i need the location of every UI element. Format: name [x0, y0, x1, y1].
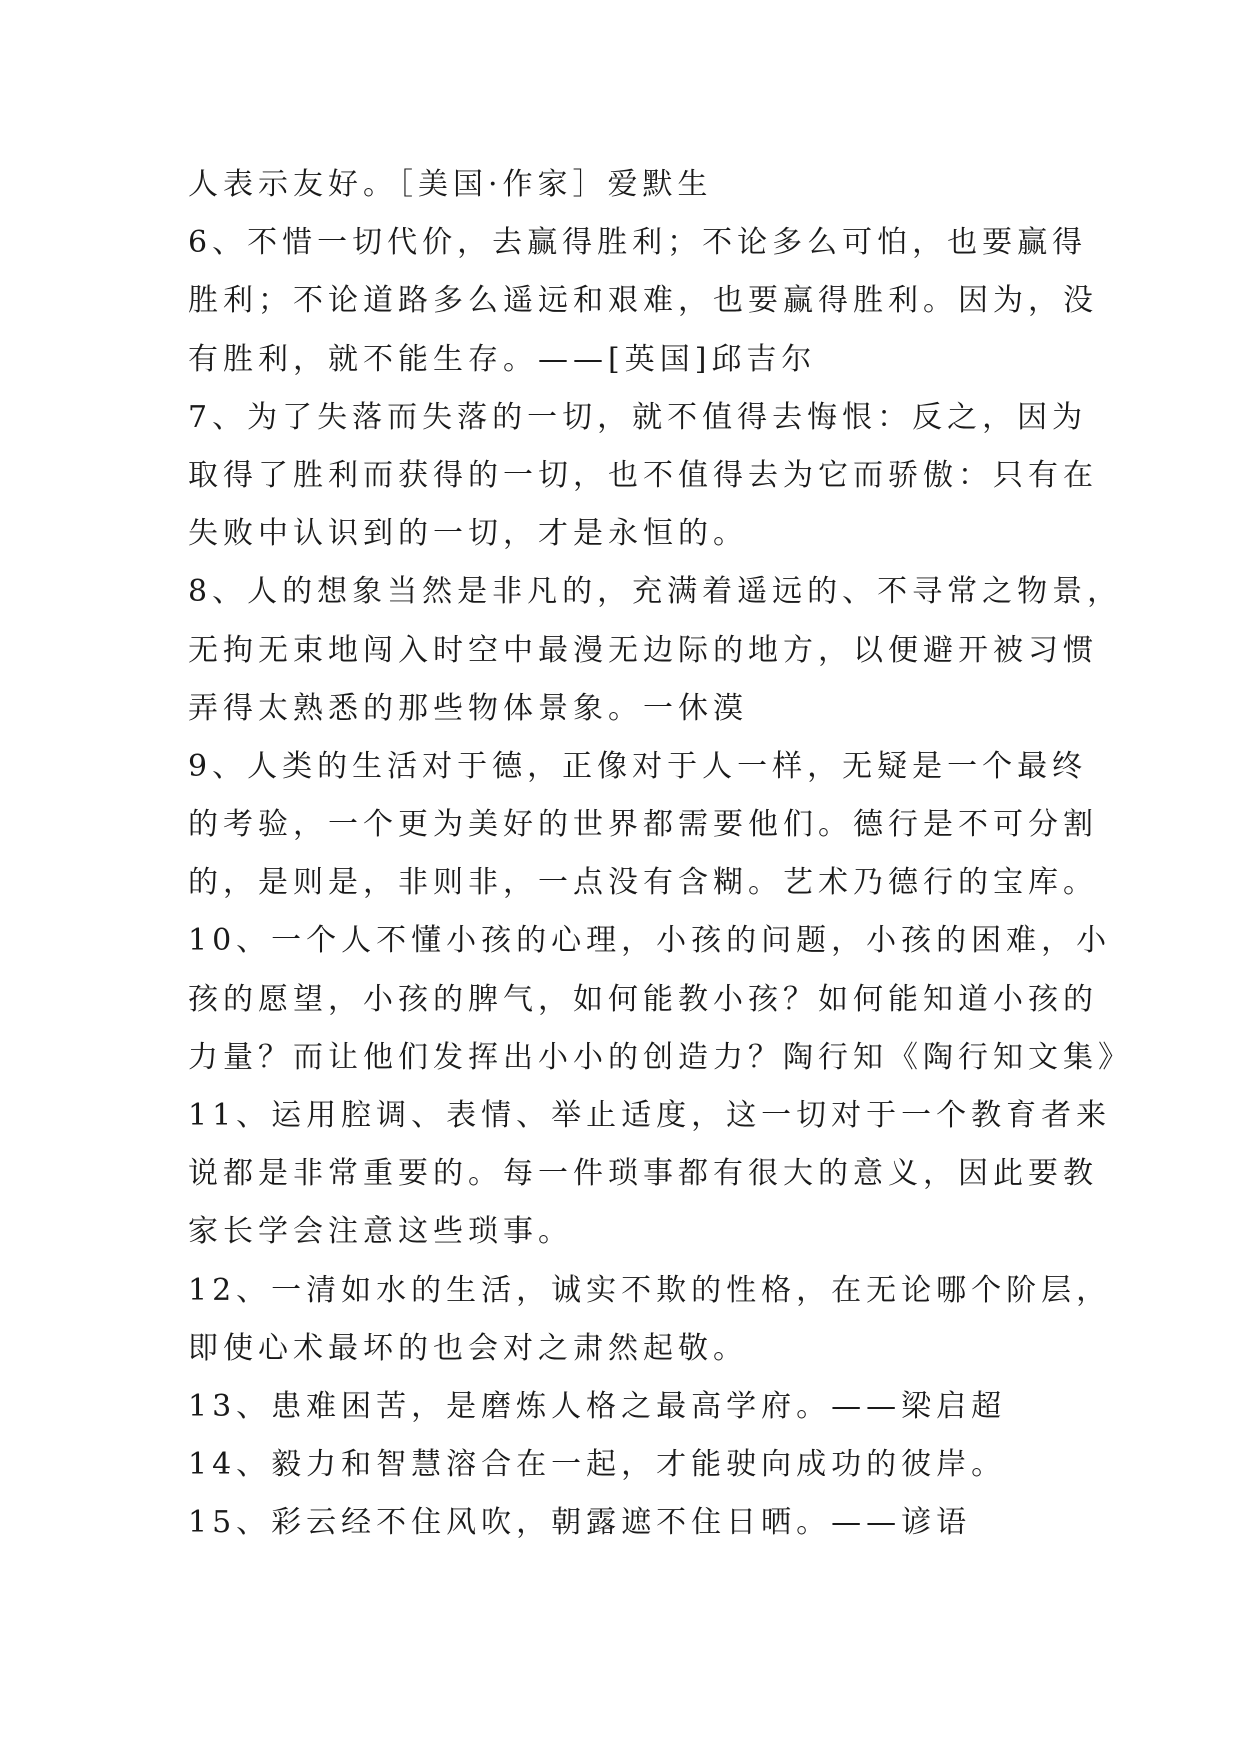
text-line: 15、彩云经不住风吹，朝露遮不住日晒。——谚语: [188, 1505, 972, 1541]
text-line: 说都是非常重要的。每一件琐事都有很大的意义，因此要教: [188, 1156, 1098, 1192]
text-line: 6、不惜一切代价，去赢得胜利；不论多么可怕，也要赢得: [188, 225, 1088, 261]
text-line: 胜利；不论道路多么遥远和艰难，也要赢得胜利。因为，没: [188, 283, 1098, 319]
text-line: 孩的愿望，小孩的脾气，如何能教小孩？如何能知道小孩的: [188, 981, 1098, 1017]
text-line: 无拘无束地闯入时空中最漫无边际的地方，以便避开被习惯: [188, 632, 1098, 668]
text-line: 失败中认识到的一切，才是永恒的。: [188, 516, 748, 552]
text-line: 9、人类的生活对于德，正像对于人一样，无疑是一个最终: [188, 748, 1088, 784]
text-line: 的考验，一个更为美好的世界都需要他们。德行是不可分割: [188, 807, 1098, 843]
text-line: 14、毅力和智慧溶合在一起，才能驶向成功的彼岸。: [188, 1447, 1007, 1483]
text-line: 11、运用腔调、表情、举止适度，这一切对于一个教育者来: [188, 1098, 1112, 1133]
text-line: 即使心术最坏的也会对之肃然起敬。: [188, 1330, 748, 1366]
text-line: 力量？而让他们发挥出小小的创造力？陶行知《陶行知文集》: [188, 1039, 1133, 1075]
text-line: 弄得太熟悉的那些物体景象。一休漠: [188, 690, 748, 726]
text-line: 人表示友好。［美国·作家］爱默生: [188, 167, 713, 202]
text-line: 10、一个人不懂小孩的心理，小孩的问题，小孩的困难，小: [188, 923, 1112, 959]
text-line: 12、一清如水的生活，诚实不欺的性格，在无论哪个阶层，: [188, 1272, 1112, 1308]
text-line: 取得了胜利而获得的一切，也不值得去为它而骄傲：只有在: [188, 457, 1098, 493]
text-line: 的，是则是，非则非，一点没有含糊。艺术乃德行的宝库。: [188, 865, 1098, 901]
text-line: 13、患难困苦，是磨炼人格之最高学府。——梁启超: [188, 1388, 1007, 1424]
document-body: [188, 156, 1133, 1553]
text-line: 家长学会注意这些琐事。: [188, 1214, 573, 1250]
text-line: 有胜利，就不能生存。——[英国]邱吉尔: [188, 341, 817, 377]
text-line: 7、为了失落而失落的一切，就不值得去悔恨：反之，因为: [188, 399, 1088, 435]
text-line: 8、人的想象当然是非凡的，充满着遥远的、不寻常之物景，: [188, 574, 1123, 610]
